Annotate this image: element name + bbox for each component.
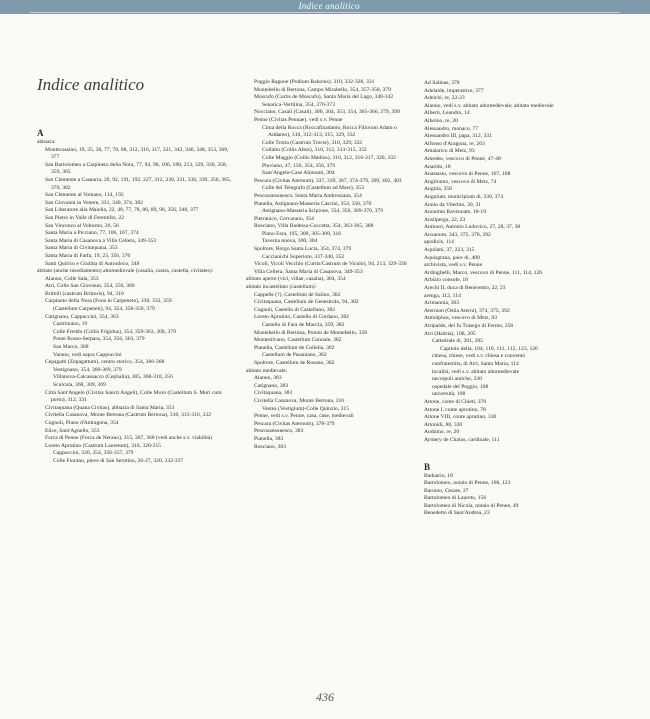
index-entry: Atri, Colle San Giovanni, 354, 356, 360 (45, 283, 135, 290)
index-entry: necropoli antiche, 330 (432, 376, 482, 383)
index-entry: Vestea (Vestigium)-Colle Quinzio, 315 (262, 405, 349, 412)
index-entry: Montebello di Bertona, Campo Mirabello, 354, 357-358, 379 (254, 86, 391, 93)
index-entry: Spoltore, Castellum de Rosano, 382 (254, 359, 335, 366)
index-entry: Cattedrale di, 201, 205 (432, 338, 484, 345)
index-entry: Audoino, re, 20 (424, 429, 460, 436)
index-entry: San Giovanni in Venere, 331, 340, 374, 382 (45, 199, 143, 206)
index-entry: San Clemente a Casauria, 20, 92, 191, 192, 227, 312, 330, 331, 336, 339, 356, 365, 370, 382 (45, 176, 232, 191)
index-entry: Attone, conte di Chieti, 370 (424, 398, 487, 405)
index-entry: Castellum de Pasaniano, 382 (262, 352, 327, 359)
index-entry: Montecassino, 19, 35, 36, 77, 78, 88, 312, 316, 317, 321, 342, 346, 348, 353, 369, 377 (45, 146, 229, 161)
index-entry: Catignano, Cappuccini, 354, 363 (45, 313, 119, 320)
section-gap (424, 445, 619, 461)
index-entry: Caccianichi Superiore, 337-340, 352 (262, 253, 345, 260)
index-entry: Penne, vedi s.v. Penne, casa, case, medievali (254, 413, 354, 420)
index-entry: Anxanum, 343, 375, 378, 392 (424, 231, 491, 238)
index-entry: Antinori, Antonio Ludovico, 27, 28, 37, 38 (424, 224, 521, 231)
index-entry: Alessandro III, papa, 312, 331 (424, 133, 492, 140)
index-entry: San Vincenzo al Volturno, 26, 56 (45, 222, 119, 229)
index-entry: abitato incastellato (castellum): (246, 284, 317, 291)
index-entry: Colle Freddo (Collis Frigidus), 354, 359-363, 368, 379 (53, 328, 176, 335)
index-entry: abitato aperto (vici, villae, casalia), 304, 354 (246, 276, 346, 283)
index-entry: Città Sant'Angelo (Civitas Sancti Angeli), Colle Moro (Castellum S. Mori cum portu), 312, 331 (45, 389, 222, 404)
index-entry: Annio da Viterbio, 30, 31 (424, 201, 482, 208)
index-entry: Sculcula, 368, 309, 369 (53, 382, 106, 388)
index-entry: Anonimo Ravennate, 18-19 (424, 209, 486, 216)
index-entry: Civitaquana, 383 (254, 390, 293, 397)
index-entry: Colle del Telegrafo (Castellum ad Mare), 353 (262, 185, 364, 192)
index-entry: Civitaquana (Quana Civitas), abbazia di Santa Maria, 353 (45, 404, 175, 411)
index-entry: Aymery de Chalus, cardinale, 111 (424, 436, 500, 443)
index-entry: Villanova-Calcassacco (Cephalia), 305, 368-310, 356 (53, 374, 173, 381)
index-entry: Civitaquana, Castellum de Genestrulo, 94, 382 (254, 299, 359, 306)
index-entry: Pescara (Civitas Aternum), 337, 339, 367, 374-379, 399, 402, 403 (254, 177, 402, 184)
index-entry: Attone I, conte aprutino, 78 (424, 406, 486, 413)
index-entry: Cugnoli, Piano d'Antragona, 354 (45, 419, 119, 426)
index-entry: Adelaide, imperatrice, 377 (424, 87, 484, 94)
index-entry: San Marco, 368 (53, 344, 89, 351)
index-entry: Civitella Casanova, Monte Bertona, 316 (254, 397, 345, 404)
index-entry: Vicoli, Vicoli Vecchio (Curtis/Castrum de Viculo), 94, 213, 329-330 (254, 261, 407, 268)
header-rule (30, 12, 620, 13)
index-entry: Bartolomeo, notaio di Penne, 108, 123 (424, 480, 511, 487)
index-entry: chiesa, chiese, vedi s.v. chiesa e convento (432, 353, 526, 360)
index-entry: Castello di Fara de Maccla, 359, 382 (262, 322, 345, 328)
index-entry: Pietranico, Cervarano, 354 (254, 215, 314, 222)
index-entry: abitato (anche insediamento) altomedievale (casalia, castra, castella, civitates): (37, 268, 214, 275)
index-entry: Astignano-Masseria Scipione, 354, 356, 369-370, 379 (262, 208, 384, 215)
index-entry: archivista, vedi s.v. Penne (424, 262, 483, 269)
index-entry: Brittoli (castrum Brittoris), 94, 310 (45, 290, 124, 297)
index-entry: Attone VIII, conte aprutino, 330 (424, 414, 497, 421)
index-entry: Atmolphus, vescovo di Metz, 93 (424, 315, 498, 322)
page-title: Indice analitico (37, 75, 145, 94)
index-entry: Piano Fara, 195, 300, 305-308, 316 (262, 230, 342, 237)
index-entry: Alessandro, monaco, 77 (424, 125, 479, 132)
index-entry: apodixis, 114 (424, 239, 454, 246)
index-entry: Alfonso d'Aragona, re, 263 (424, 140, 485, 147)
index-entry: Cima della Rocca (Roccafinadamo, Rocca Filiorum Adam o Addamo), 310, 312-313, 315, 329, 332 (262, 124, 397, 139)
index-entry: Loreto Aprutino, Castello di Cordano, 382 (254, 314, 349, 321)
index-entry: Villa Celiera, Santa Maria di Casanova, 349-353 (254, 268, 363, 275)
index-entry: Ardinghelli, Marco, vescovo di Penne, 111, 114, 126 (424, 269, 543, 276)
index-entry: località, vedi s.v. abitato altomedievale (432, 368, 520, 375)
index-entry: Aquisgrana, pace di, 400 (424, 254, 480, 261)
index-entry: Baronio, Cesare, 27 (424, 487, 469, 494)
index-entry: Alberti, Leandro, 14 (424, 110, 470, 117)
index-entry: (Castellum Carpeneti), 94, 354, 358-359, 379 (53, 306, 155, 313)
index-entry: Alanno, 383 (254, 375, 282, 382)
index-entry: Catignano, 383 (254, 382, 289, 389)
index-entry: Cugnoli, Castello di Castellano, 382 (254, 306, 336, 313)
index-entry: Amalarico di Metz, 93 (424, 148, 475, 155)
index-entry: Angitia, 358 (424, 186, 452, 193)
index-entry: Aquilani, 37, 223, 315 (424, 247, 475, 254)
index-entry: Spoltore, Borgo Santa Lucia, 354, 374, 379 (254, 246, 352, 253)
index-entry: abbazia: (37, 139, 56, 145)
index-entry: Ad Salinas, 378 (424, 80, 460, 86)
index-entry: Anastasio, vescovo di Penne, 107, 108 (424, 171, 511, 178)
index-entry: Elice, Sant'Agnello, 353 (45, 427, 100, 434)
index-entry: Pianella, Astignano-Masseria Cascini, 354, 356, 370 (254, 200, 372, 207)
index-entry: Colle Trotta (Castrum Trocte), 310, 329, 332 (262, 139, 363, 146)
index-column-3 (424, 80, 619, 518)
index-letter-heading: B (424, 461, 431, 472)
index-entry: Amedeo, vescovo di Penne, 47-48 (424, 155, 501, 162)
index-entry: Attonidi, 88, 330 (424, 421, 463, 428)
index-entry: Pescosansonesco, 383 (254, 428, 304, 435)
index-entry: abitato medievale: (246, 367, 288, 374)
index-entry: Carpineto della Nora (Fons in Carpeneto), 330, 332, 359 (45, 298, 172, 305)
index-entry: San Clemente al Vomano, 114, 192 (45, 192, 124, 199)
index-entry: Taverna nuova, 300, 304 (262, 238, 318, 245)
index-entry: ospedale del Poggio, 108 (432, 383, 489, 390)
index-entry: Atripaldo, del fu Trasego di Fermo, 356 (424, 323, 514, 329)
index-entry: Castriniano, 19 (53, 321, 88, 328)
index-entry: Benedetto di Sant'Andrea, 23 (424, 510, 490, 517)
index-entry: Santa Maria di Farfa, 19, 23, 356, 370 (45, 252, 131, 259)
index-entry: Anarido, 18 (424, 163, 451, 170)
running-head (0, 0, 650, 14)
index-entry: Collalto (Collis Altus), 310, 312, 313-315, 332 (262, 147, 367, 154)
index-entry: Angilramo, vescovo di Metz, 74 (424, 178, 497, 185)
index-entry: Ponte Rosso-Serpara, 354, 356, 363, 379 (53, 336, 145, 343)
index-entry: Arbizio console, 18 (424, 277, 468, 284)
index-entry: Pescara (Civitas Aternum), 378-379 (254, 420, 335, 427)
index-entry: Alanno, Colle Sala, 353 (45, 275, 99, 282)
index-entry: San Bartolomeo a Carpineto della Nora, 77, 94, 98, 106, 188, 213, 329, 330, 358, 359, 365 (45, 161, 228, 176)
index-entry: Forca di Penne (Forca de Nerano), 315, 367, 368 (vedi anche s.v. viabilità) (45, 435, 213, 442)
index-entry: Montebello di Bertona, Poium de Montebello, 358 (254, 329, 368, 336)
index-entry: Penne (Civitas Pennae), vedi s.v. Penne (254, 116, 343, 123)
index-entry: Baduario, 18 (424, 472, 453, 479)
index-entry: Capitolo della, 104, 110, 111, 112, 123, 126 (440, 345, 538, 352)
index-column-1 (37, 79, 233, 466)
index-entry: Ansilperga, 22, 23 (424, 216, 466, 223)
index-entry: Santi Quirico e Giulitta di Antrodoco, 348 (45, 260, 140, 267)
index-entry: Varano, vedi supra Cappuccini (53, 351, 122, 358)
index-entry: Aternum (Ostia Aterni), 374, 375, 392 (424, 307, 510, 314)
index-entry: Montesilvano, Castellum Connale, 382 (254, 337, 342, 344)
index-entry: confraternita, di Atri, Santa Maria, 114 (432, 360, 519, 367)
index-entry: Angulum, municipium di, 330, 374 (424, 193, 504, 200)
index-entry: Alanno, vedi s.v. abitato altomedievale; abitato medievale (424, 102, 554, 109)
index-entry: Moscufo (Curtis de Moscufo), Santa Maria del Lago, 340-342 (254, 94, 394, 101)
index-entry: Cepagatti (Zepagattum), centro storico, 354, 366-368 (45, 359, 165, 366)
index-entry: Atri (Hadria), 108, 205 (424, 330, 476, 337)
index-entry: Cappuccini, 320, 354, 356-357, 379 (53, 450, 134, 457)
index-entry: Vestignano, 354, 368-369, 379 (53, 366, 122, 373)
index-entry: Sant'Angelo-Case Alimonti, 304 (262, 170, 335, 177)
index-entry: Pluviano, 47, 156, 354, 356, 379 (262, 162, 336, 169)
index-entry: Santa Maria a Picciano, 77, 106, 107, 374 (45, 230, 139, 237)
index-entry: Bartolomeo di Laureto, 156 (424, 495, 487, 502)
page-number: 436 (316, 690, 334, 704)
index-entry: Arechi II, duca di Benevento, 22, 23 (424, 285, 506, 292)
index-entry: Senarica-Vertilina, 354, 370-373 (262, 101, 336, 108)
index-entry: Pianella, Castellum de Collelia, 382 (254, 344, 335, 351)
index-entry: università, 108 (432, 391, 466, 398)
index-column-2 (246, 79, 416, 451)
index-entry: Colle Maggio (Collis Madius), 310, 312, 316-317, 320, 332 (262, 154, 396, 161)
index-entry: Civitella Casanova, Monte Bertona (Castrum Bertona), 310, 315-316, 332 (45, 412, 211, 419)
index-entry: arenga, 112, 114 (424, 292, 461, 299)
index-entry: Rosciano, Villa Badessa-Coccetta, 354, 363-365, 368 (254, 223, 374, 230)
index-entry: San Liberatore alla Maiella, 22, 48, 77, 78, 86, 89, 98, 356, 348, 377 (45, 207, 199, 214)
index-entry: Pescosansonesco, Santa Maria Ambrosiana, 354 (254, 192, 362, 199)
index-entry: Alboino, re, 20 (424, 117, 458, 124)
index-entry: Nocciano, Casali (Casali), 300, 304, 353, 354, 365-366, 379, 399 (254, 109, 400, 116)
running-title: Indice analitico (298, 1, 360, 11)
index-entry: Santa Maria di Civitaquana, 353 (45, 245, 118, 252)
index-entry: Santa Maria di Casanova a Villa Celiera, 349-353 (45, 237, 157, 244)
index-entry: Arimannia, 363 (424, 300, 460, 307)
index-entry: Adelchi, re, 22-23 (424, 95, 465, 102)
index-entry: Pianella, 383 (254, 435, 284, 442)
index-entry: Poggio Ragone (Podium Rahonis), 310, 332-328, 331 (254, 79, 375, 85)
index-entry: Loreto Aprutino (Castrum Lauretum), 310, 320-315 (45, 442, 162, 449)
index-entry: Rosciano, 383 (254, 443, 287, 450)
index-entry: Cappelle (?), Castellum de Salino, 382 (254, 291, 341, 298)
index-letter-heading: A (37, 128, 44, 138)
index-entry: Bartolomeo di Nicola, notaio di Penne, 49 (424, 502, 519, 509)
index-entry: San Pietro in Valle di Ferentillo, 22 (45, 214, 124, 221)
index-entry: Colle Fiorano, pieve di San Serotino, 26-27, 320, 332-337 (53, 457, 184, 464)
